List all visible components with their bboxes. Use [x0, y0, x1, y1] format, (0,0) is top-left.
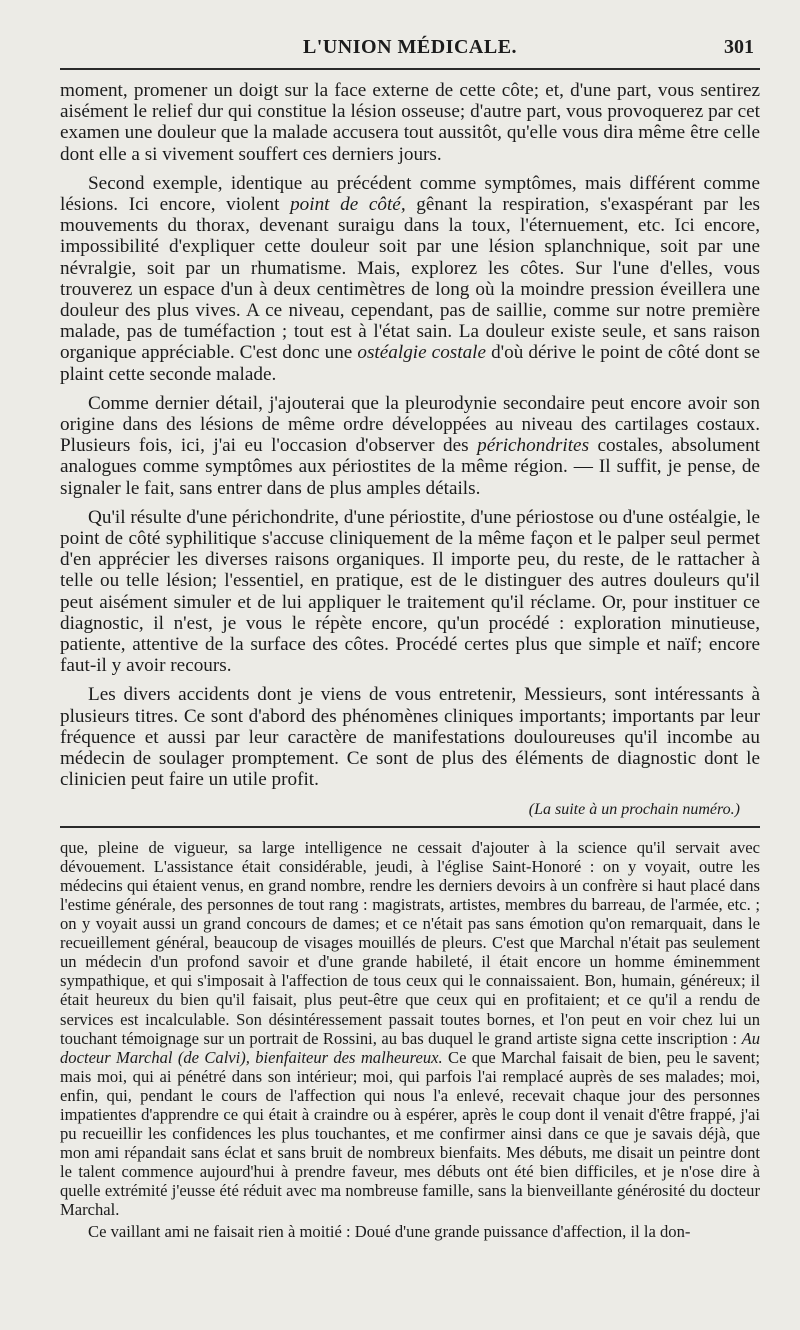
page-number: 301 [724, 36, 754, 58]
paragraph-text: costales, absolument analogues comme symptômes aux périostites de la même région. — Il suffit, je pense, de signaler le fait, sans entrer dans de plus amples détails. [60, 435, 761, 499]
paragraph: Ce vaillant ami ne faisait rien à moitié : Doué d'une grande puissance d'affection, il la don- [88, 1221, 691, 1241]
paragraph-text: gênant la respiration, s'exaspérant par les mouvements du thorax, devenant suraigu dans la toux, l'éternuement, etc. Ici encore, impossibilité d'expliquer cette douleur soit par une lésion splanchnique, soit par une névralgie, soit par un rhumatisme. Mais, explorez les côtes. Sur l'une d'elles, vous trouverez un espace d'un à deux centimètres de long où la moindre pression éveillera une douleur des plus vives. A ce niveau, cependant, pas de saillie, comme sur notre première malade, pas de tuméfaction ; tout est à l'état sain. La douleur existe seule, et sans raison organique appréciable. C'est donc une [60, 194, 760, 364]
paragraph-text: moment, promener un doigt sur la face externe de cette côte; et, d'une part, vous sentirez aisément le relief dur qui constitue la lésion osseuse; d'autre part, vous provoquerez par cet examen une douleur que la malade accusera tout aussitôt, qu'elle vous dira même être celle dont elle a si vivement souffert ces derniers jours. [60, 80, 760, 165]
paragraph: Les divers accidents dont je viens de vous entretenir, Messieurs, sont intéressants à plusieurs titres. Ce sont d'abord des phénomènes cliniques importants; importants par leur fréquence et aussi par leur caractère de manifestations douloureuses qu'il incombe au médecin de soulager promptement. Ce sont de plus des éléments de diagnostic dont le clinicien peut faire un utile profit. [60, 684, 760, 791]
paragraph-text: Ce que Marchal faisait de bien, peu le savent; mais moi, qui ai pénétré dans son intérieur; moi, qui parfois l'ai remplacé auprès de ses malades; moi, enfin, qui, pendant le cours de l'affection qui nous l'a enlevé, recevait chaque jour des personnes impatientes d'apprendre ce qui était à craindre ou à espérer, après le coup dont il venait d'être frappé, j'ai pu recueillir les confidences les plus touchantes, et me confirmer ainsi dans ce que je savais déjà, que mon ami répandait sans éclat et sans bruit de nombreux bienfaits. Mes débuts, me disait un peintre dont le talent commence aujourd'hui à prendre faveur, mes débuts ont été bien difficiles, et je n'ose dire à quelle extrémité j'eusse été réduit avec ma nombreuse famille, sans la bienveillante générosité du docteur Marchal. [60, 1047, 760, 1220]
paragraph-text: Second exemple, identique au précédent comme symptômes, mais différent comme lésions. Ici encore, violent [60, 172, 760, 216]
page-header [60, 0, 760, 70]
paragraph-text: Comme dernier détail, j'ajouterai que la pleurodynie secondaire peut encore avoir son origine dans des lésions de même ordre développées au niveau des cartilages costaux. Plusieurs fois, ici, j'ai eu l'occasion d'observer des [60, 392, 760, 457]
paragraph [60, 838, 760, 1220]
obituary-text [60, 838, 760, 1241]
section-divider [60, 826, 760, 828]
paragraph [60, 80, 760, 165]
running-title: L'UNION MÉDICALE. [302, 36, 518, 58]
italic-term: périchondrites [477, 435, 590, 457]
paragraph [60, 173, 760, 385]
continuation-note: (La suite à un prochain numéro.) [528, 800, 740, 818]
paragraph: Qu'il résulte d'une périchondrite, d'une périostite, d'une périostose ou d'une ostéalgie, le point de côté syphilitique s'accuse cliniquement de la même façon et le palper seul permet d'en apprécier les diverses raisons organiques. Il importe peu, du reste, de le rattacher à telle ou telle lésion; l'essentiel, en pratique, est de le distinguer des autres douleurs qu'il peut aisément simuler et de lui appliquer le traitement qu'il réclame. Or, pour instituer ce diagnostic, il n'est, je vous le répète encore, qu'un procédé : exploration minutieuse, patiente, attentive de la surface des côtes. Procédé certes plus que simple et naïf; encore faut-il y avoir recours. [60, 506, 760, 677]
italic-inscription: Au docteur Marchal (de Calvi), bienfaiteur des malheureux. [60, 1028, 760, 1067]
paragraph-text: d'où dérive le point de côté dont se plaint cette seconde malade. [60, 342, 760, 385]
italic-term: point de côté, [290, 194, 406, 216]
lecture-text [60, 80, 760, 820]
italic-term: ostéalgie costale [357, 342, 487, 364]
paragraph-text: que, pleine de vigueur, sa large intelligence ne cessait d'ajouter à la science qu'il servait avec dévouement. L'assistance était considérable, jeudi, à l'église Saint-Honoré : on y voyait, outre les médecins qui étaient venus, en grand nombre, rendre les derniers devoirs à un confrère si haut placé dans l'estime générale, des personnes de tout rang : magistrats, artistes, membres du barreau, de l'armée, etc. ; on y voyait aussi un grand concours de dames; et ce n'était pas sans émotion qu'on remarquait, dans le recueillement général, beaucoup de visages mouillés de pleurs. C'est que Marchal n'était pas seulement un médecin d'un profond savoir et d'une grande habileté, il était encore un homme éminemment sympathique, et qui s'imposait à l'affection de tous ceux qui le connaissaient. Bon, humain, généreux; il était heureux du bien qu'il faisait, plus peut-être que ceux qui en profitaient; et ce qu'il a rendu de services est incalculable. Son désintéressement passait toutes bornes, et l'on peut en voir chez lui un touchant témoignage sur un portrait de Rossini, au bas duquel le grand artiste signa cette inscription : [60, 837, 760, 1048]
paragraph [60, 393, 760, 499]
